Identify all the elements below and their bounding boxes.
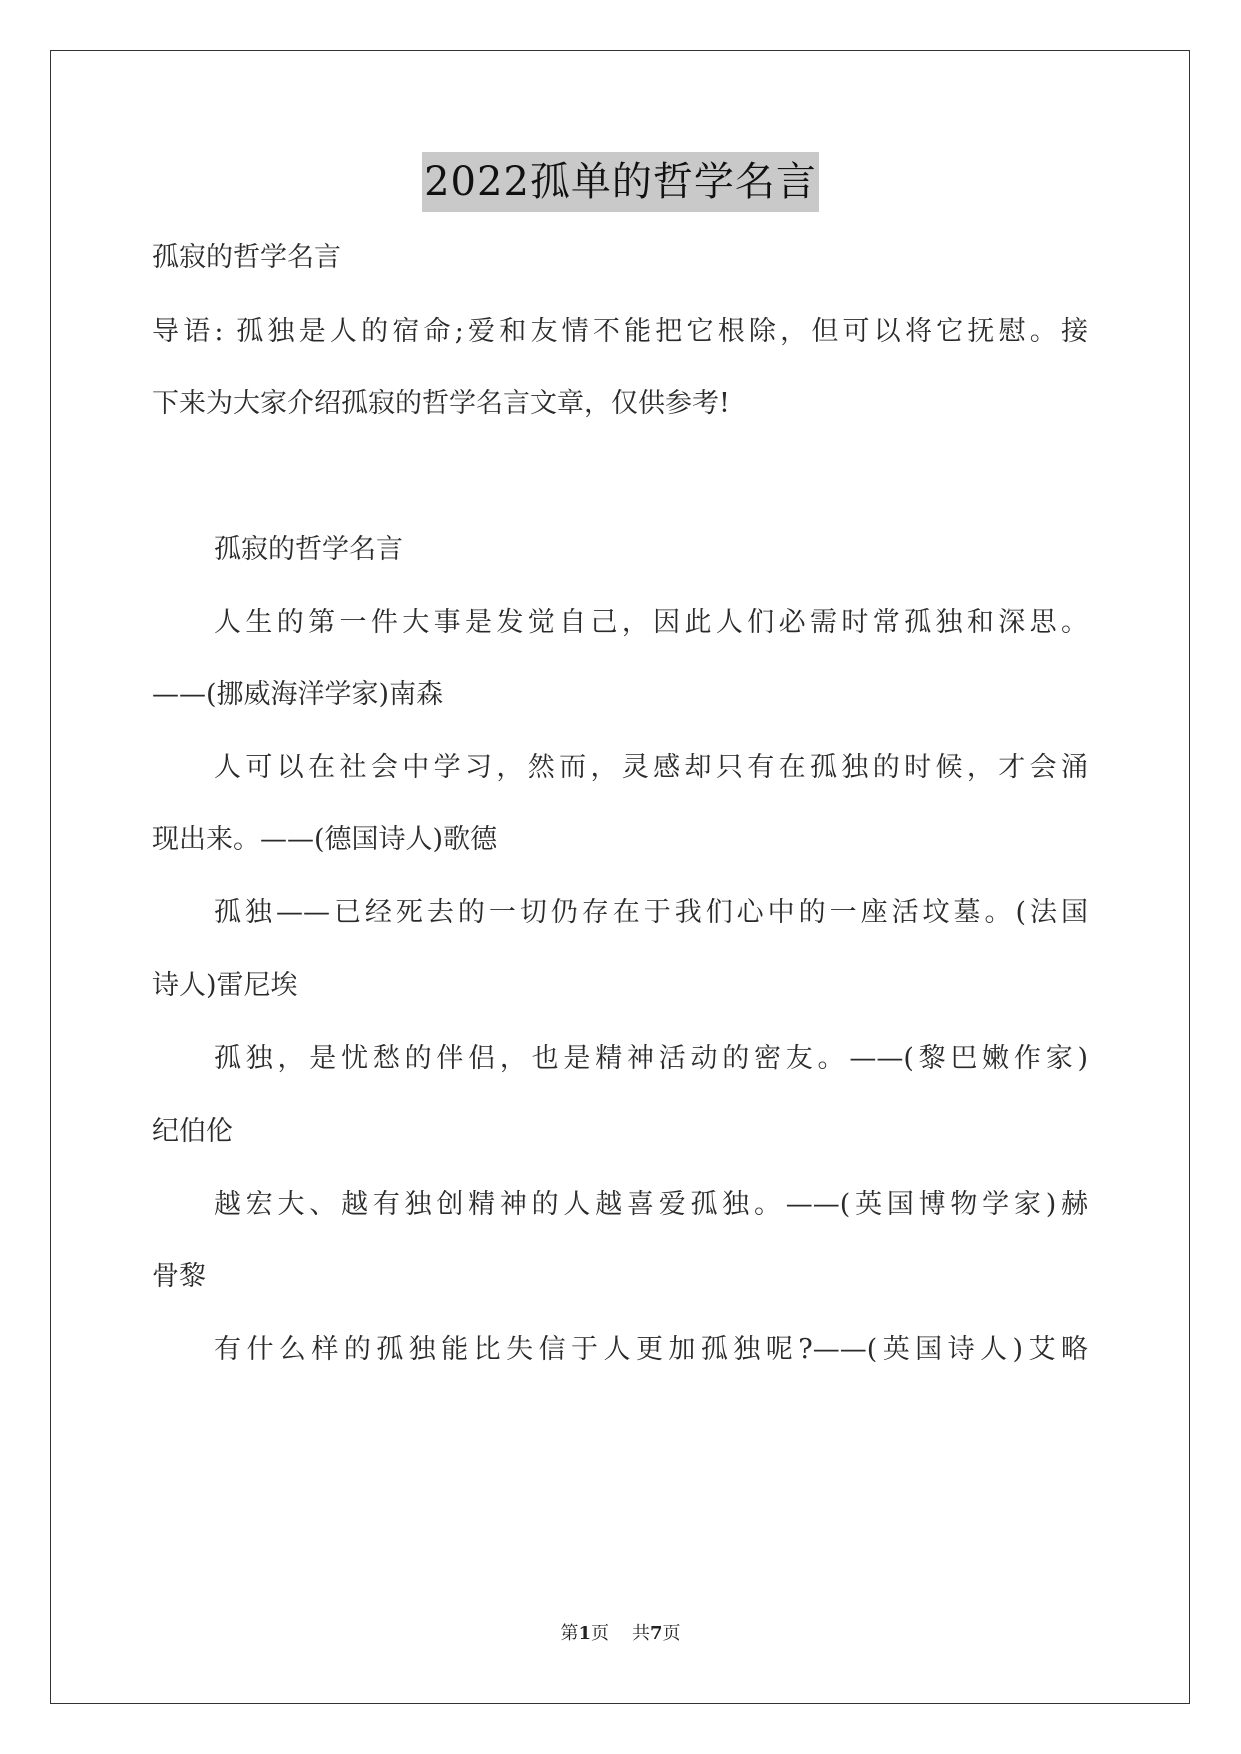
quote-4-line-1: 孤独，是忧愁的伴侣，也是精神活动的密友。——(黎巴嫩作家) [214, 1043, 1088, 1074]
section-heading: 孤寂的哲学名言 [214, 534, 403, 565]
footer-total-prefix: 共 [631, 1623, 650, 1644]
quote-6-line-1: 有什么样的孤独能比失信于人更加孤独呢?——(英国诗人)艾略 [214, 1334, 1088, 1365]
quote-5-line-2: 骨黎 [152, 1261, 206, 1292]
footer-prefix: 第 [560, 1623, 579, 1644]
quote-2-line-1: 人可以在社会中学习，然而，灵感却只有在孤独的时候，才会涌 [214, 752, 1088, 783]
page-footer [0, 1622, 1241, 1646]
page-border [50, 50, 1190, 1704]
intro-line-1: 导语: 孤独是人的宿命;爱和友情不能把它根除，但可以将它抚慰。接 [152, 316, 1088, 347]
footer-page-word: 页 [591, 1623, 610, 1644]
document-title: 2022孤单的哲学名言 [422, 152, 819, 212]
quote-1-line-2: ——(挪威海洋学家)南森 [152, 679, 444, 710]
quote-2-line-2: 现出来。——(德国诗人)歌德 [152, 824, 498, 855]
quote-4-line-2: 纪伯伦 [152, 1116, 233, 1147]
subtitle-line: 孤寂的哲学名言 [152, 242, 341, 273]
quote-3-line-1: 孤独——已经死去的一切仍存在于我们心中的一座活坟墓。(法国 [214, 897, 1088, 928]
quote-1-line-1: 人生的第一件大事是发觉自己，因此人们必需时常孤独和深思。 [214, 607, 1088, 638]
footer-total-suffix: 页 [662, 1623, 681, 1644]
footer-total-pages: 7 [649, 1623, 663, 1644]
quote-5-line-1: 越宏大、越有独创精神的人越喜爱孤独。——(英国博物学家)赫 [214, 1189, 1088, 1220]
footer-current-page: 1 [578, 1623, 592, 1644]
quote-3-line-2: 诗人)雷尼埃 [152, 970, 298, 1001]
intro-line-2: 下来为大家介绍孤寂的哲学名言文章，仅供参考! [152, 388, 730, 419]
title-container [0, 152, 1241, 212]
